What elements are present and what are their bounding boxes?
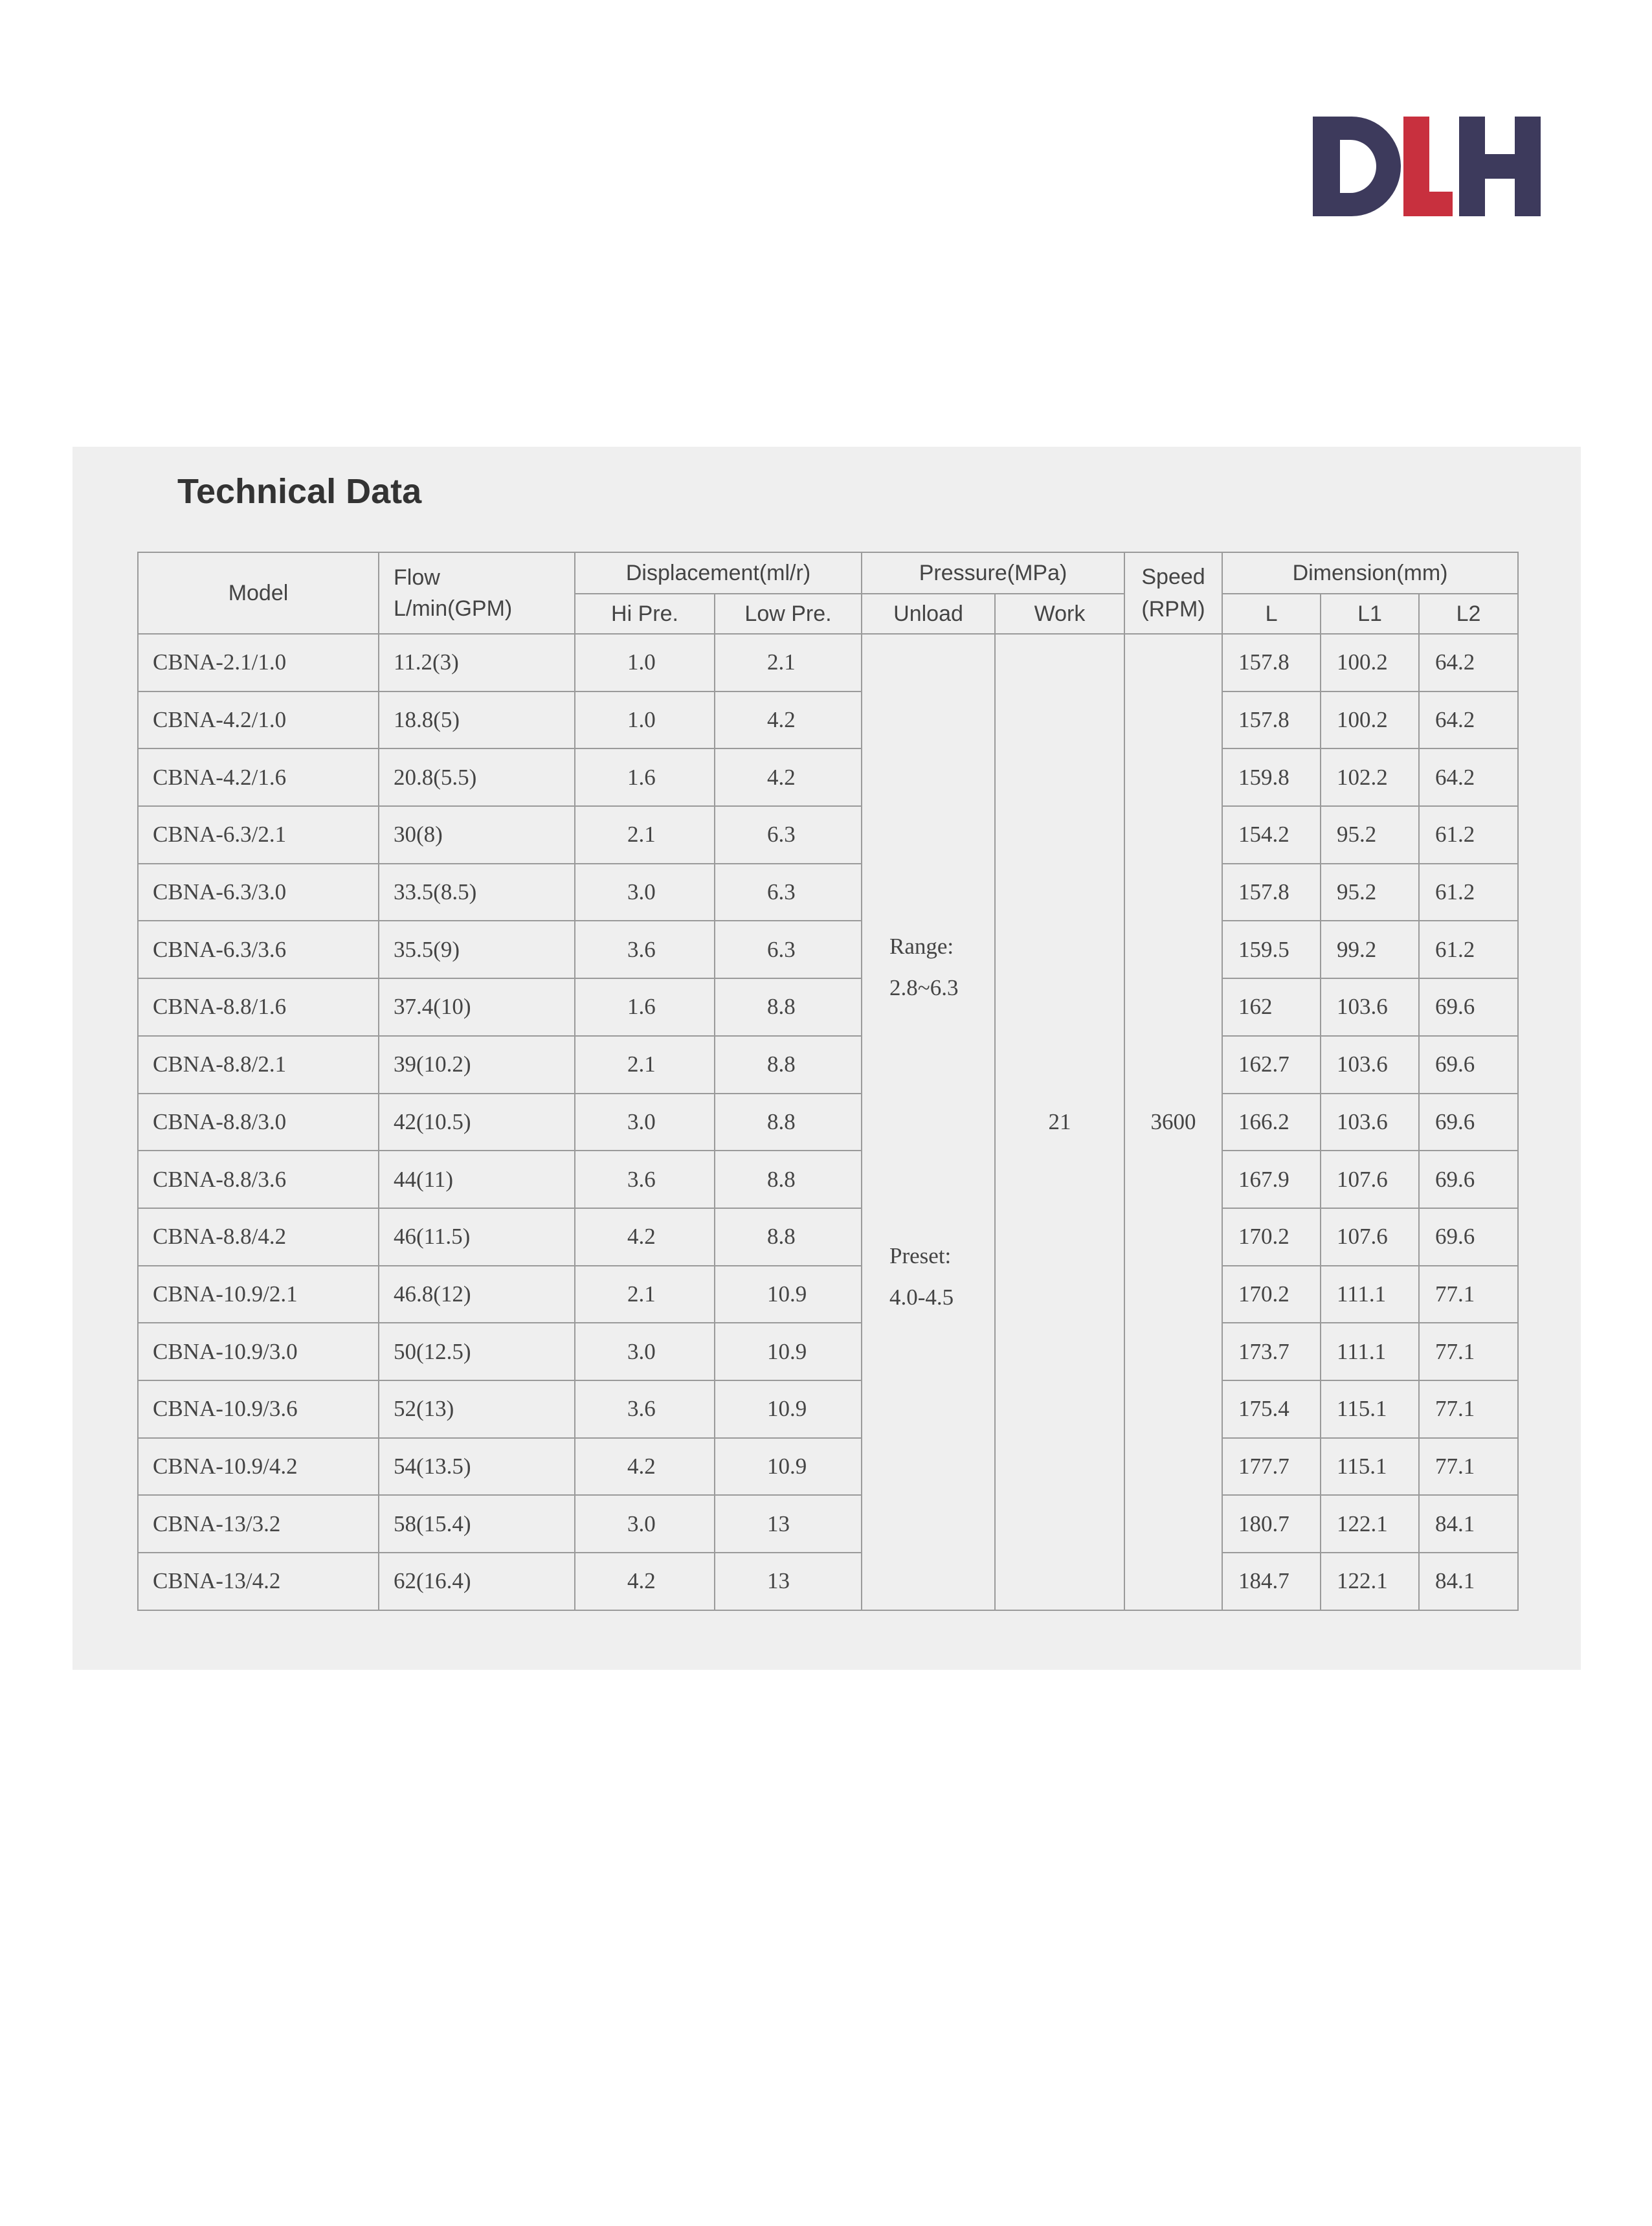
cell-dim-l1: 115.1 (1321, 1438, 1419, 1496)
header-hi-pre: Hi Pre. (575, 594, 715, 634)
cell-flow: 46.8(12) (379, 1266, 575, 1323)
cell-dim-l2: 64.2 (1419, 691, 1518, 749)
cell-dim-l1: 103.6 (1321, 978, 1419, 1036)
cell-dim-l1: 99.2 (1321, 921, 1419, 978)
cell-dim-l2: 77.1 (1419, 1438, 1518, 1496)
cell-low-pre: 8.8 (715, 1151, 862, 1208)
cell-low-pre: 8.8 (715, 1208, 862, 1266)
cell-flow: 33.5(8.5) (379, 864, 575, 921)
cell-hi-pre: 1.0 (575, 691, 715, 749)
cell-dim-l: 157.8 (1222, 864, 1321, 921)
cell-dim-l2: 69.6 (1419, 1208, 1518, 1266)
cell-hi-pre: 3.0 (575, 1094, 715, 1151)
cell-low-pre: 2.1 (715, 634, 862, 691)
cell-hi-pre: 2.1 (575, 1266, 715, 1323)
cell-flow: 42(10.5) (379, 1094, 575, 1151)
cell-hi-pre: 3.6 (575, 1380, 715, 1438)
cell-low-pre: 6.3 (715, 864, 862, 921)
cell-model: CBNA-8.8/4.2 (138, 1208, 379, 1266)
cell-dim-l: 162.7 (1222, 1036, 1321, 1094)
cell-low-pre: 13 (715, 1495, 862, 1553)
header-pressure: Pressure(MPa) (862, 552, 1124, 594)
logo-letter-d (1313, 117, 1401, 216)
cell-dim-l: 177.7 (1222, 1438, 1321, 1496)
cell-dim-l: 170.2 (1222, 1208, 1321, 1266)
table-row (138, 806, 1518, 864)
cell-hi-pre: 2.1 (575, 1036, 715, 1094)
cell-dim-l2: 84.1 (1419, 1495, 1518, 1553)
cell-flow: 37.4(10) (379, 978, 575, 1036)
cell-model: CBNA-6.3/2.1 (138, 806, 379, 864)
cell-dim-l2: 61.2 (1419, 806, 1518, 864)
cell-dim-l1: 111.1 (1321, 1266, 1419, 1323)
cell-model: CBNA-4.2/1.6 (138, 748, 379, 806)
table-row (138, 634, 1518, 691)
table-row (138, 1266, 1518, 1323)
cell-hi-pre: 3.0 (575, 864, 715, 921)
range-value: 2.8~6.3 (889, 974, 959, 1000)
cell-dim-l1: 107.6 (1321, 1151, 1419, 1208)
table-row (138, 1495, 1518, 1553)
range-label: Range: (889, 933, 954, 959)
preset-value: 4.0-4.5 (889, 1284, 954, 1310)
header-displacement: Displacement(ml/r) (575, 552, 862, 594)
cell-dim-l2: 69.6 (1419, 978, 1518, 1036)
cell-dim-l1: 100.2 (1321, 691, 1419, 749)
table-row (138, 1208, 1518, 1266)
logo-letter-h-right (1515, 117, 1541, 216)
cell-dim-l1: 102.2 (1321, 748, 1419, 806)
cell-model: CBNA-8.8/3.0 (138, 1094, 379, 1151)
cell-dim-l1: 103.6 (1321, 1094, 1419, 1151)
cell-low-pre: 6.3 (715, 921, 862, 978)
header-low-pre: Low Pre. (715, 594, 862, 634)
cell-low-pre: 10.9 (715, 1438, 862, 1496)
cell-dim-l1: 107.6 (1321, 1208, 1419, 1266)
cell-model: CBNA-8.8/2.1 (138, 1036, 379, 1094)
cell-low-pre: 8.8 (715, 978, 862, 1036)
cell-dim-l2: 61.2 (1419, 921, 1518, 978)
cell-dim-l1: 115.1 (1321, 1380, 1419, 1438)
header-flow (379, 552, 575, 634)
cell-model: CBNA-10.9/4.2 (138, 1438, 379, 1496)
cell-low-pre: 10.9 (715, 1266, 862, 1323)
cell-low-pre: 13 (715, 1553, 862, 1610)
cell-work-merged: 21 (995, 634, 1124, 1610)
cell-flow: 52(13) (379, 1380, 575, 1438)
preset-label: Preset: (889, 1242, 952, 1268)
cell-model: CBNA-10.9/2.1 (138, 1266, 379, 1323)
cell-hi-pre: 3.6 (575, 921, 715, 978)
cell-dim-l: 170.2 (1222, 1266, 1321, 1323)
cell-dim-l1: 95.2 (1321, 806, 1419, 864)
cell-flow: 30(8) (379, 806, 575, 864)
cell-dim-l: 173.7 (1222, 1323, 1321, 1380)
header-model: Model (138, 552, 379, 634)
table-row (138, 864, 1518, 921)
cell-hi-pre: 4.2 (575, 1208, 715, 1266)
header-dimension: Dimension(mm) (1222, 552, 1518, 594)
cell-dim-l: 162 (1222, 978, 1321, 1036)
table-row (138, 1094, 1518, 1151)
cell-model: CBNA-8.8/3.6 (138, 1151, 379, 1208)
cell-dim-l1: 122.1 (1321, 1553, 1419, 1610)
cell-low-pre: 4.2 (715, 748, 862, 806)
cell-dim-l2: 84.1 (1419, 1553, 1518, 1610)
header-flow-line1: Flow (394, 565, 440, 590)
table-row (138, 748, 1518, 806)
header-unload: Unload (862, 594, 995, 634)
cell-dim-l: 159.8 (1222, 748, 1321, 806)
cell-hi-pre: 1.6 (575, 748, 715, 806)
cell-hi-pre: 3.0 (575, 1323, 715, 1380)
cell-dim-l: 159.5 (1222, 921, 1321, 978)
cell-hi-pre: 3.0 (575, 1495, 715, 1553)
cell-dim-l1: 100.2 (1321, 634, 1419, 691)
cell-flow: 44(11) (379, 1151, 575, 1208)
table-row (138, 691, 1518, 749)
cell-dim-l1: 111.1 (1321, 1323, 1419, 1380)
table-row (138, 1151, 1518, 1208)
cell-hi-pre: 4.2 (575, 1438, 715, 1496)
cell-hi-pre: 1.0 (575, 634, 715, 691)
header-dim-l2: L2 (1419, 594, 1518, 634)
cell-flow: 58(15.4) (379, 1495, 575, 1553)
cell-flow: 54(13.5) (379, 1438, 575, 1496)
cell-dim-l2: 69.6 (1419, 1036, 1518, 1094)
table-row (138, 1323, 1518, 1380)
cell-model: CBNA-13/3.2 (138, 1495, 379, 1553)
header-dim-l1: L1 (1321, 594, 1419, 634)
cell-flow: 62(16.4) (379, 1553, 575, 1610)
cell-dim-l: 157.8 (1222, 634, 1321, 691)
cell-low-pre: 8.8 (715, 1094, 862, 1151)
cell-dim-l: 154.2 (1222, 806, 1321, 864)
cell-model: CBNA-6.3/3.0 (138, 864, 379, 921)
header-speed-line2: (RPM) (1141, 597, 1205, 622)
table-row (138, 1438, 1518, 1496)
cell-hi-pre: 1.6 (575, 978, 715, 1036)
cell-flow: 20.8(5.5) (379, 748, 575, 806)
cell-model: CBNA-10.9/3.6 (138, 1380, 379, 1438)
dlh-logo (1313, 117, 1541, 216)
header-dim-l: L (1222, 594, 1321, 634)
table-row (138, 1380, 1518, 1438)
cell-speed-merged: 3600 (1124, 634, 1222, 1610)
cell-unload-merged (862, 634, 995, 1610)
cell-hi-pre: 3.6 (575, 1151, 715, 1208)
table-row (138, 1553, 1518, 1610)
cell-dim-l: 167.9 (1222, 1151, 1321, 1208)
cell-dim-l2: 69.6 (1419, 1151, 1518, 1208)
table-row (138, 1036, 1518, 1094)
table-row (138, 921, 1518, 978)
cell-flow: 18.8(5) (379, 691, 575, 749)
header-work: Work (995, 594, 1124, 634)
cell-hi-pre: 4.2 (575, 1553, 715, 1610)
cell-flow: 50(12.5) (379, 1323, 575, 1380)
cell-dim-l: 180.7 (1222, 1495, 1321, 1553)
technical-data-table (137, 552, 1519, 1611)
header-flow-line2: L/min(GPM) (394, 596, 513, 621)
cell-low-pre: 8.8 (715, 1036, 862, 1094)
cell-flow: 11.2(3) (379, 634, 575, 691)
cell-model: CBNA-6.3/3.6 (138, 921, 379, 978)
cell-dim-l: 175.4 (1222, 1380, 1321, 1438)
logo-letter-l-foot (1403, 192, 1453, 216)
cell-dim-l2: 64.2 (1419, 748, 1518, 806)
cell-dim-l1: 122.1 (1321, 1495, 1419, 1553)
cell-model: CBNA-13/4.2 (138, 1553, 379, 1610)
cell-dim-l1: 95.2 (1321, 864, 1419, 921)
cell-model: CBNA-8.8/1.6 (138, 978, 379, 1036)
cell-dim-l: 184.7 (1222, 1553, 1321, 1610)
cell-dim-l2: 64.2 (1419, 634, 1518, 691)
cell-low-pre: 6.3 (715, 806, 862, 864)
cell-flow: 46(11.5) (379, 1208, 575, 1266)
cell-dim-l2: 77.1 (1419, 1380, 1518, 1438)
table-body (138, 634, 1518, 1610)
cell-model: CBNA-2.1/1.0 (138, 634, 379, 691)
cell-model: CBNA-10.9/3.0 (138, 1323, 379, 1380)
cell-hi-pre: 2.1 (575, 806, 715, 864)
cell-dim-l2: 61.2 (1419, 864, 1518, 921)
header-speed (1124, 552, 1222, 634)
cell-dim-l: 157.8 (1222, 691, 1321, 749)
cell-model: CBNA-4.2/1.0 (138, 691, 379, 749)
cell-dim-l2: 77.1 (1419, 1323, 1518, 1380)
cell-dim-l1: 103.6 (1321, 1036, 1419, 1094)
cell-flow: 35.5(9) (379, 921, 575, 978)
cell-low-pre: 4.2 (715, 691, 862, 749)
header-speed-line1: Speed (1141, 565, 1205, 589)
cell-dim-l2: 69.6 (1419, 1094, 1518, 1151)
cell-flow: 39(10.2) (379, 1036, 575, 1094)
section-title: Technical Data (177, 472, 422, 511)
cell-dim-l: 166.2 (1222, 1094, 1321, 1151)
cell-low-pre: 10.9 (715, 1323, 862, 1380)
cell-low-pre: 10.9 (715, 1380, 862, 1438)
cell-dim-l2: 77.1 (1419, 1266, 1518, 1323)
table-row (138, 978, 1518, 1036)
